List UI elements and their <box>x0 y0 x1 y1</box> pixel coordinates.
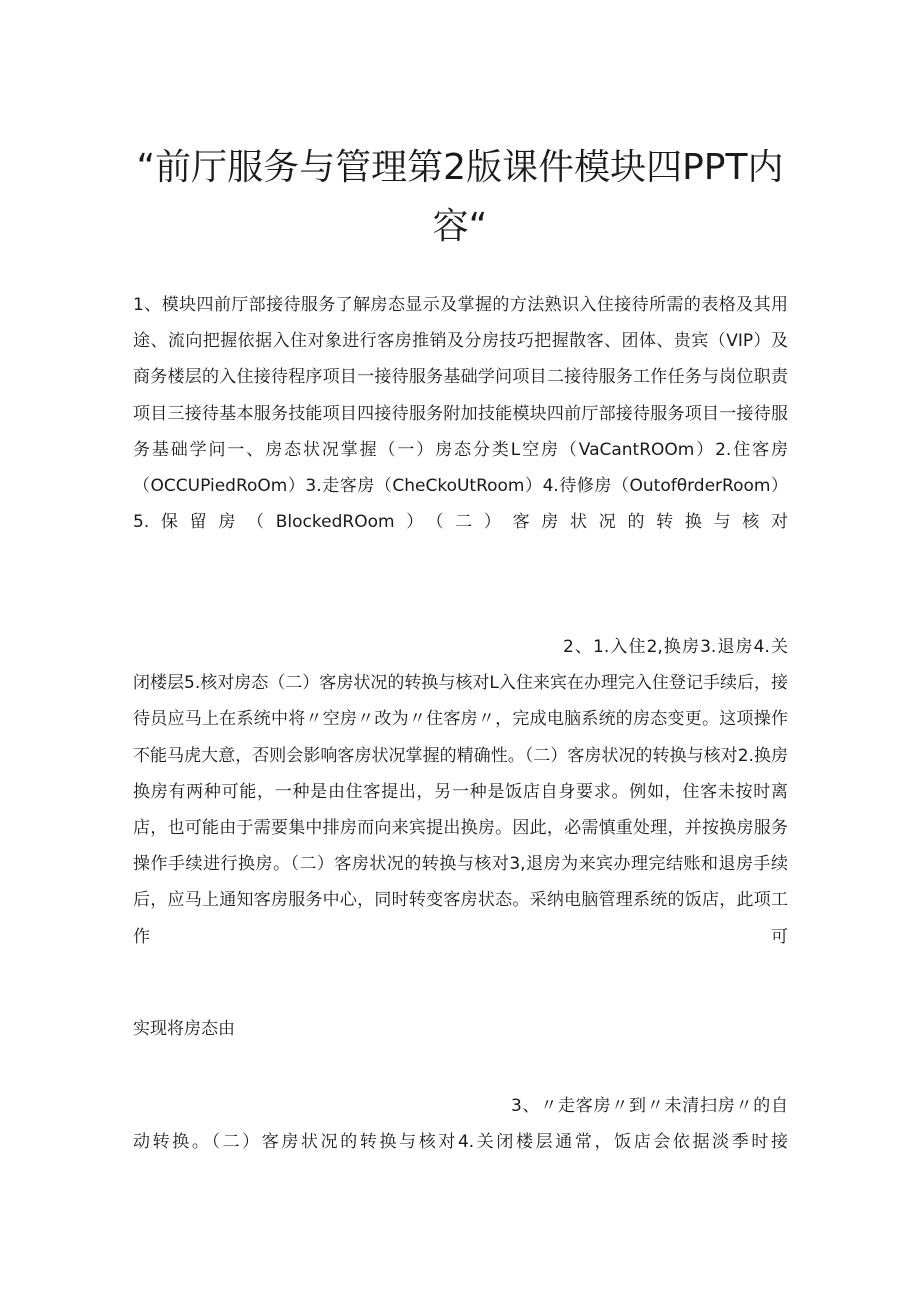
paragraph-4: 3、〃走客房〃到〃未清扫房〃的自动转换。（二）客房状况的转换与核对4.关闭楼层通常，饭店会依据淡季时接 <box>133 1096 788 1153</box>
document-title: “前厅服务与管理第2版课件模块四PPT内容“ <box>136 147 784 247</box>
paragraph-1: 1、模块四前厅部接待服务了解房态显示及掌握的方法熟识入住接待所需的表格及其用途、流向把握依据入住对象进行客房推销及分房技巧把握散客、团体、贵宾（VIP）及商务楼层的入住接待程序项目一接待服务基础学问项目二接待服务工作任务与岗位职责项目三接待基本服务技能项目四接待服务附加技能模块四前厅部接待服务项目一接待服务基础学问一、房态状况掌握（一）房态分类L空房（VaCantROOm）2.住客房（OCCUPiedRoOm）3.走客房（CheCkoUtRoom）4.待修房（OutofθrderRoom）5.保留房（BlockedROom）（二）客房状况的转换与核对 <box>133 295 788 533</box>
paragraph-2: 2、1.入住2,换房3.退房4.关闭楼层5.核对房态（二）客房状况的转换与核对L入住来宾在办理完入住登记手续后，接待员应马上在系统中将〃空房〃改为〃住客房〃，完成电脑系统的房态变更。这项操作不能马虎大意，否则会影响客房状况掌握的精确性。（二）客房状况的转换与核对2.换房换房有两种可能，一种是由住客提出，另一种是饭店自身要求。例如，住客未按时离店，也可能由于需要集中排房而向来宾提出换房。因此，必需慎重处理，并按换房服务操作手续进行换房。（二）客房状况的转换与核对3,退房为来宾办理完结账和退房手续后，应马上通知客房服务中心，同时转变客房状态。采纳电脑管理系统的饭店，此项工作可 <box>133 637 788 947</box>
paragraph-3: 实现将房态由 <box>133 1019 235 1039</box>
